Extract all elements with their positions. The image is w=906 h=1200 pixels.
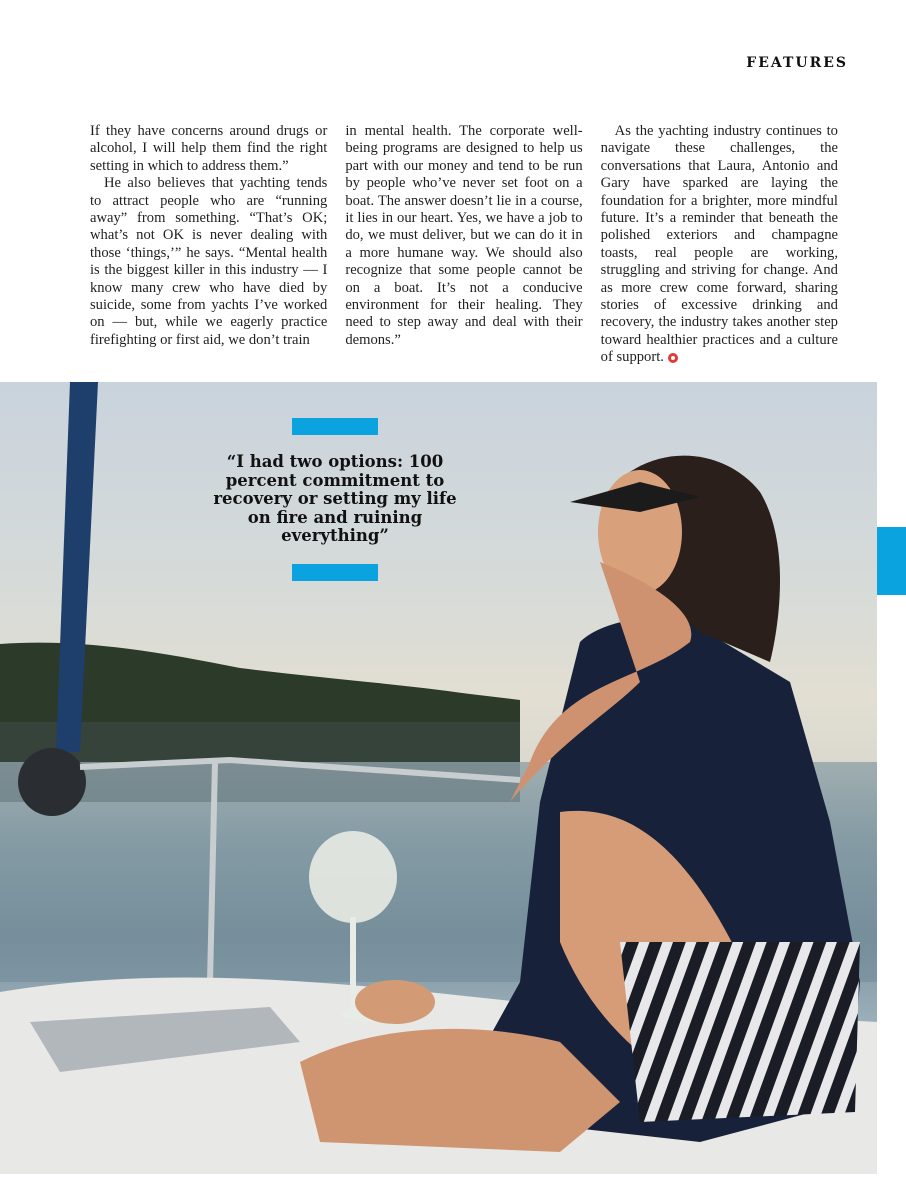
- winch: [18, 748, 86, 816]
- end-of-article-icon: [668, 353, 678, 363]
- paragraph: He also believes that yachting tends to attract people who are “running away” from something. “That’s OK; what’s not OK is never dealing with those ‘things,’” he says. “Mental health is the biggest killer in this industry — I know many crew who have died by suicide, some from yachts I’ve worked on — but, while we eagerly practice firefighting or first aid, we don’t train: [90, 175, 328, 348]
- closing-paragraph-text: As the yachting industry continues to navigate these challenges, the conversations that Laura, Antonio and Gary have sparked are laying the foundation for a brighter, more mindful future. It’s a reminder that beneath the polished exteriors and champagne toasts, real people are working, struggling and striving for change. And as more crew come forward, sharing stories of excessive drinking and recovery, the industry takes another step toward healthier practices and a culture of support.: [600, 123, 838, 366]
- hand: [355, 980, 435, 1024]
- column-1: [90, 123, 327, 363]
- article-body: [90, 123, 838, 366]
- shorts: [620, 942, 860, 1122]
- quote-bar-top: [292, 418, 378, 435]
- paragraph: in mental health. The corporate well-being programs are designed to help us part with our money and tend to be run by people who’ve never set foot on a boat. The answer doesn’t lie in a course, it lies in our heart. Yes, we have a job to do, we must deliver, but we can do it in a more humane way. We should also recognize that some people cannot be on a boat. It’s not a conducive environment for their healing. They need to step away and deal with their demons.”: [345, 123, 583, 348]
- pull-quote-text: “I had two options: 100 percent commitment to recovery or setting my life on fire and ruining everything”: [213, 452, 457, 545]
- wine-glass: [309, 831, 397, 923]
- quote-bar-bottom: [292, 564, 378, 581]
- column-2: [345, 123, 582, 363]
- section-label: FEATURES: [746, 55, 848, 71]
- column-3: [600, 123, 838, 366]
- pull-quote: [210, 418, 460, 581]
- paragraph: [601, 123, 838, 367]
- feature-photo: [0, 382, 877, 1174]
- paragraph: If they have concerns around drugs or alcohol, I will help them find the right setting in which to address them.”: [90, 123, 328, 174]
- section-tab: [877, 527, 906, 595]
